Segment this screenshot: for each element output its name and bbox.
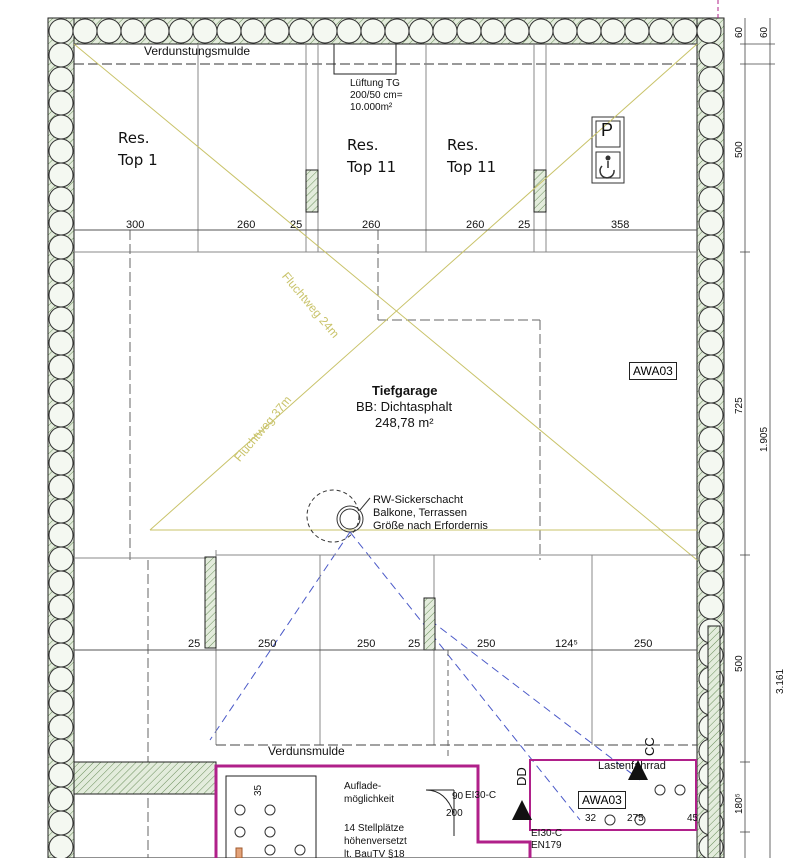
plant-circle (49, 787, 73, 811)
plant-circle (553, 19, 577, 43)
plant-circle (49, 835, 73, 858)
plant-circle (49, 523, 73, 547)
dimension-lines (74, 18, 775, 858)
plant-circle (49, 187, 73, 211)
section-dd: DD (514, 767, 529, 786)
rw-sickerschacht (307, 490, 370, 542)
label-verdunstungsmulde: Verdunstungsmulde (144, 44, 251, 58)
dim-right-725: 725 (734, 397, 745, 414)
plant-circle (49, 91, 73, 115)
plant-circle (505, 19, 529, 43)
plant-circle (337, 19, 361, 43)
dim-right-500-bottom: 500 (734, 655, 745, 672)
dim-35: 35 (253, 784, 264, 796)
label-lueftung-2: 200/50 cm= (350, 90, 403, 101)
dim-top-6: 358 (611, 219, 630, 231)
dim-45: 45 (687, 813, 699, 824)
dim-bottom-3: 25 (408, 638, 421, 650)
plant-circle (699, 379, 723, 403)
dim-right-60b: 60 (759, 26, 770, 38)
plant-circle (409, 19, 433, 43)
plant-circle (49, 643, 73, 667)
plant-circle (49, 235, 73, 259)
plant-circle (601, 19, 625, 43)
label-rw-3: Größe nach Erfordernis (373, 520, 488, 532)
plant-circle (49, 811, 73, 835)
plant-circle (49, 595, 73, 619)
plant-circle (193, 19, 217, 43)
awa03-box-bottom: AWA03 (578, 791, 626, 809)
plant-circle (49, 163, 73, 187)
label-stell-1: 14 Stellplätze (344, 823, 405, 834)
dim-bottom-1: 250 (258, 638, 277, 650)
plant-circle (49, 619, 73, 643)
plant-circle (699, 427, 723, 451)
drain-pipes (210, 532, 640, 820)
dim-top-2: 25 (290, 219, 303, 231)
label-tiefgarage: Tiefgarage (372, 383, 438, 398)
dim-top-3: 260 (362, 219, 381, 231)
column-right-lower (708, 626, 720, 858)
plant-circle (49, 499, 73, 523)
dim-top-4: 260 (466, 219, 485, 231)
plant-circle (49, 427, 73, 451)
plant-circle (673, 19, 697, 43)
plant-circle (699, 331, 723, 355)
column-bottom-left (205, 557, 216, 648)
parking-p-icon: P (601, 120, 614, 140)
awa03-box-mid: AWA03 (629, 362, 677, 380)
plant-circle (457, 19, 481, 43)
plant-circle (577, 19, 601, 43)
label-area: 248,78 m² (375, 415, 434, 430)
plant-circle (699, 259, 723, 283)
label-res-top11b-a: Res. (447, 136, 479, 154)
plant-circle (49, 139, 73, 163)
dim-32: 32 (585, 813, 597, 824)
plant-circle (625, 19, 649, 43)
label-res-top1-a: Res. (118, 129, 150, 147)
dim-top-5: 25 (518, 219, 531, 231)
column-bottom-mid (424, 598, 435, 650)
dim-bottom-0: 25 (188, 638, 201, 650)
plant-circle (699, 211, 723, 235)
label-rw-1: RW-Sickerschacht (373, 494, 464, 506)
plant-circle (699, 499, 723, 523)
plant-circle (699, 547, 723, 571)
label-ei30-1: EI30-C (465, 790, 497, 801)
plant-circle (699, 235, 723, 259)
plant-circle (49, 211, 73, 235)
plant-circle (361, 19, 385, 43)
label-stell-3: lt. BauTV §18 (344, 849, 405, 860)
plant-circle (289, 19, 313, 43)
label-en179: EN179 (531, 840, 562, 851)
plant-circle (697, 19, 721, 43)
label-lastenfahrrad: Lastenfahrrad (598, 760, 666, 772)
label-auflade-1: Auflade- (344, 781, 382, 792)
plant-circle (699, 475, 723, 499)
column-top-right (534, 170, 546, 212)
plant-circle (49, 763, 73, 787)
label-stell-2: höhenversetzt (344, 836, 407, 847)
label-verdunsmulde: Verdunsmulde (268, 744, 345, 758)
plant-circle (49, 571, 73, 595)
plant-circle (121, 19, 145, 43)
plant-circle (241, 19, 265, 43)
dim-right-180: 180⁵ (734, 793, 745, 814)
column-top-left (306, 170, 318, 212)
dim-275: 275 (627, 813, 644, 824)
plant-circle (97, 19, 121, 43)
plant-circle (699, 451, 723, 475)
plant-circle (699, 307, 723, 331)
plant-circle (649, 19, 673, 43)
label-rw-2: Balkone, Terrassen (373, 507, 467, 519)
plant-circle (481, 19, 505, 43)
plant-circle (49, 475, 73, 499)
plant-circle (49, 379, 73, 403)
label-res-top1-b: Top 1 (118, 151, 158, 169)
section-cc: CC (642, 737, 657, 756)
plant-circle (699, 283, 723, 307)
label-bb: BB: Dichtasphalt (356, 399, 453, 414)
plant-circle (699, 571, 723, 595)
dim-right-1905: 1.905 (759, 426, 770, 452)
dim-right-60a: 60 (734, 26, 745, 38)
label-res-top11a-a: Res. (347, 136, 379, 154)
label-fluchtweg-24: Fluchtweg 24m (279, 269, 343, 341)
plant-circle (49, 43, 73, 67)
plant-circle (699, 403, 723, 427)
plant-circle (49, 259, 73, 283)
plant-circle (529, 19, 553, 43)
plant-circle (699, 163, 723, 187)
plant-circle (217, 19, 241, 43)
plant-circle (49, 283, 73, 307)
plant-circle (699, 115, 723, 139)
plant-circle (49, 115, 73, 139)
plant-circle (699, 43, 723, 67)
plant-circle (145, 19, 169, 43)
label-lueftung-3: 10.000m² (350, 102, 393, 113)
plant-circle (49, 451, 73, 475)
label-fluchtweg-37: Fluchtweg 37m (231, 393, 295, 465)
plant-circle (385, 19, 409, 43)
dim-bottom-2: 250 (357, 638, 376, 650)
plant-circle (49, 547, 73, 571)
plant-circle (73, 19, 97, 43)
dim-bottom-6: 250 (634, 638, 653, 650)
plant-circle (265, 19, 289, 43)
plant-circle (49, 355, 73, 379)
plant-circle (699, 595, 723, 619)
plant-circle (699, 139, 723, 163)
dim-bottom-5: 124⁵ (555, 638, 578, 650)
plant-circle (49, 19, 73, 43)
plant-circle (49, 691, 73, 715)
plant-circle (49, 331, 73, 355)
dim-90: 90 (452, 791, 464, 802)
lueftung-box (334, 44, 396, 74)
label-ei30-2: EI30-C (531, 828, 563, 839)
plant-circle (699, 355, 723, 379)
bottom-parking-grid (74, 550, 697, 858)
plant-circle (49, 67, 73, 91)
dim-right-500-top: 500 (734, 141, 745, 158)
plant-circle (433, 19, 457, 43)
hatched-block-left (74, 762, 216, 794)
plant-circle (699, 187, 723, 211)
plant-circle (313, 19, 337, 43)
plant-circle (49, 667, 73, 691)
plant-circle (49, 739, 73, 763)
plant-circle (169, 19, 193, 43)
dim-right-3161: 3.161 (775, 668, 786, 694)
plant-circle (49, 307, 73, 331)
plant-circle (699, 523, 723, 547)
dim-200: 200 (446, 808, 463, 819)
plant-circle (699, 91, 723, 115)
plant-circle (699, 67, 723, 91)
dim-bottom-4: 250 (477, 638, 496, 650)
label-res-top11a-b: Top 11 (347, 158, 397, 176)
plant-circle (49, 403, 73, 427)
plant-circle (49, 715, 73, 739)
dim-top-0: 300 (126, 219, 145, 231)
label-auflade-2: möglichkeit (344, 794, 395, 805)
dim-top-1: 260 (237, 219, 256, 231)
label-lueftung-1: Lüftung TG (350, 78, 400, 89)
label-res-top11b-b: Top 11 (447, 158, 497, 176)
